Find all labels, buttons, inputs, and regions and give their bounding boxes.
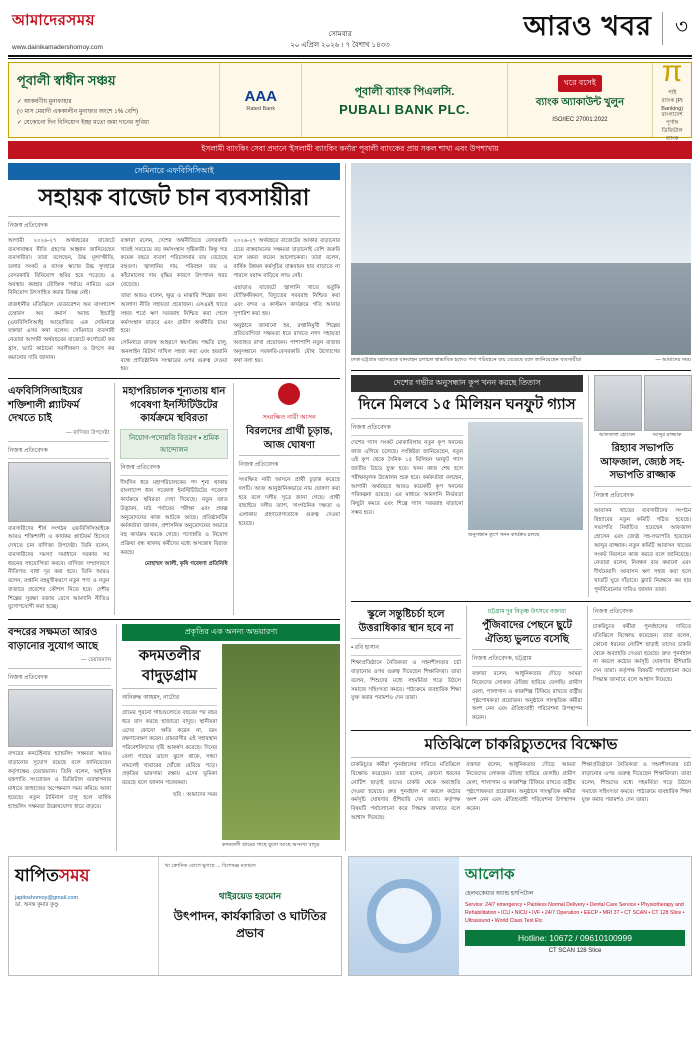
lead-para-4: তারা আরও বলেন, ক্ষুদ্র ও মাঝারি শিল্পের জন্য আলাদা নীতি সহায়তা প্রয়োজন। এসএমই খাতে সহজ শর্তে ঋণ সরবরাহ নিশ্চিত করা গেলে কর্মসংস্থান বাড়বে এবং গ্রামীণ অর্থনীতি চাঙা হবে। xyxy=(120,293,228,335)
rehab-byline: নিজস্ব প্রতিবেদক xyxy=(594,490,691,504)
ad-bullet-2: (৩ মাস মেয়াদী এককালীন মুনাফার অংশে ১% বেশি) xyxy=(17,109,139,116)
alok-brand xyxy=(465,863,685,899)
lead-para-6: ২০২৬-২৭ অর্থবছরে বাজেটের আকার বাড়ানোর চেয়ে বাস্তবায়নের সক্ষমতা বাড়ানোই বেশি জরুরি বলে মন্তব্য করেন আলোচকরা। তারা বলেন, বার্ষিক উন্নয়ন কর্মসূচির বাস্তবায়ন হার বাড়াতে না পারলে বরাদ্দ বাড়িয়ে লাভ নেই। xyxy=(233,237,340,279)
lead-photo-caption xyxy=(351,355,691,366)
story-rice-institute xyxy=(120,383,227,615)
bank-name-en: PUBALI BANK PLC. xyxy=(339,102,470,117)
gas-photo xyxy=(468,422,583,530)
website-url: www.dainikamadershomoy.com xyxy=(12,44,103,51)
secondary-stories-row xyxy=(8,383,340,615)
feature-body xyxy=(122,709,217,800)
story-school xyxy=(351,606,461,726)
lead-para-3: বক্তারা বলেন, দেশের অর্থনীতিতে বেসরকারি খাতই সবচেয়ে বড় কর্মসংস্থান সৃষ্টিকারী। কিন্তু গত কয়েক বছরে ব্যবসা পরিচালনার ব্যয় বেড়েছে বহুগুণ। জ্বালানির দাম, পরিবহন ব্যয় ও কাঁচামালের দাম বৃদ্ধির কারণে উৎপাদন খরচ বেড়েছে। xyxy=(120,237,228,288)
lead-kicker: সেমিনারে এফবিসিসিআই xyxy=(8,163,340,180)
caption-credit: — আমাদের সময় xyxy=(655,357,691,363)
caption-text: ঢাকা-চট্টগ্রাম মহাসড়কে যানবাহন চলাচল স্বাভাবিক হলেও পণ্য পরিবহনে ব্যয় বেড়েছে বলে জানিয়েছেন ব্যবসায়ীরা xyxy=(351,357,582,363)
divider xyxy=(8,216,340,217)
lead-headline: সহায়ক বাজেট চান ব্যবসায়ীরা xyxy=(38,184,310,210)
rating-label: Rated Bank xyxy=(246,105,276,112)
feature-row xyxy=(8,624,340,851)
story-byline: নিজস্ব প্রতিবেদক xyxy=(120,462,227,476)
protest-body xyxy=(351,761,691,822)
gas-kicker: দেশের গভীর অনুসন্ধান কূপ খনন করছে তিতাস xyxy=(351,375,583,392)
hotline-label: Hotline: xyxy=(518,932,547,943)
capital-headline: পুঁজিবাদের পেছনে ছুটে ঐতিহ্য ভুলতে বসেছি xyxy=(482,620,572,645)
section-title: আরও খবর xyxy=(523,11,652,41)
lead-byline: নিজস্ব প্রতিবেদক xyxy=(8,220,340,234)
capital-kicker: চট্টগ্রাম দুর বিতৃষ্ণ উৎসবে বক্তারা xyxy=(487,609,567,616)
divider xyxy=(351,601,691,602)
story-body xyxy=(120,479,227,570)
capital-body xyxy=(472,670,582,723)
ad-bank-logo xyxy=(302,63,507,137)
lead-para-1: আগামী ২০২৬-২৭ অর্থবছরের বাজেটে ব্যবসাবান্ধব নীতি গ্রহণের আহ্বান জানিয়েছেন ব্যবসায়ীরা। তারা বলেছেন, উচ্চ মূল্যস্ফীতি, ডলার সংকট ও ব্যাংক ঋণের উচ্চ সুদহারে বেসরকারি বিনিয়োগ স্থবির হয়ে পড়েছে। এ অবস্থায় করহার যৌক্তিক পর্যায়ে নামিয়ে এনে বিনিয়োগ উৎসাহিত করার বিকল্প নেই। xyxy=(8,237,115,297)
ad-japito-brand xyxy=(9,857,159,975)
protest-body-top xyxy=(593,623,691,684)
story-gas xyxy=(351,375,583,597)
story-byline: নিজস্ব প্রতিবেদক xyxy=(8,672,111,686)
protest-text-2: চাকরিচ্যুত কর্মীরা পুনর্বহালের দাবিতে মতিঝিলে বিক্ষোভ করেছেন। তারা বলেন, কোনো ধরনের নোটিশ ছাড়াই তাদের চাকরি থেকে অব্যাহতি দেওয়া হয়েছে। দ্রুত পুনর্বহাল না করলে কঠোর কর্মসূচি ঘোষণার হুঁশিয়ারি দেন তারা। কর্তৃপক্ষ বিষয়টি পর্যালোচনা করে সিদ্ধান্ত জানাবে বলে আশ্বাস দিয়েছে। xyxy=(351,762,461,821)
publication-logo: আমাদেরসময় xyxy=(12,12,95,29)
masthead-date xyxy=(252,30,428,51)
school-body xyxy=(351,659,461,703)
protest-text-3: বক্তারা বলেন, আধুনিকতার দৌড়ে আমরা নিজেদের লোকজ ঐতিহ্য হারিয়ে ফেলছি। গ্রামীণ মেলা, পালাগান ও কারুশিল্প টিকিয়ে রাখতে রাষ্ট্রীয় পৃষ্ঠপোষকতা প্রয়োজন। অনুষ্ঠানে সাংস্কৃতিক কর্মীরা অংশ নেন এবং ঐতিহ্যবাহী পরিবেশনা উপস্থাপন করেন। xyxy=(466,762,576,813)
story-fbcci-platform xyxy=(8,383,109,615)
story-kicker: নিয়োগ-পদোন্নতি বিতরণ ▪ শ্রমিক আন্দোলন xyxy=(120,429,227,459)
lead-para-8: অনুষ্ঠানে জানানো হয়, রপ্তানিমুখী শিল্পের প্রতিযোগিতা সক্ষমতা ধরে রাখতে নগদ সহায়তা অব্যাহত রাখা প্রয়োজন। পাশাপাশি নতুন বাজার অনুসন্ধানে সরকারি-বেসরকারি যৌথ উদ্যোগের কথা বলা হয়। xyxy=(233,322,340,364)
divider xyxy=(8,668,111,669)
ct-scanner-image xyxy=(349,857,459,975)
ad-rating-badge xyxy=(220,63,302,137)
iso-certificate: ISO/IEC 27001:2022 xyxy=(552,117,608,124)
masthead-rule-thin xyxy=(8,58,692,59)
japito-note: থা ক্রোনিক রোগে ভুগছে ... বিশেষজ্ঞ মতামত xyxy=(165,863,256,870)
ad-pi-banking xyxy=(653,54,691,142)
ad-account-open[interactable] xyxy=(508,63,654,137)
story-text: সংরক্ষিত নারী আসনে প্রার্থী চূড়ান্ত করেছে দলটি। আজ আনুষ্ঠানিকভাবে নাম ঘোষণা করা হবে বলে দলীয় সূত্রে জানা গেছে। প্রার্থী বাছাইয়ে দলীয় ত্যাগ, সাংগঠনিক দক্ষতা ও এলাকায় গ্রহণযোগ্যতাকে গুরুত্ব দেওয়া হয়েছে। xyxy=(238,477,340,527)
main-separator xyxy=(345,163,346,851)
japito-topic: উৎপাদন, কার্যকারিতা ও ঘাটতির প্রভাব xyxy=(173,909,327,941)
masthead xyxy=(8,0,692,53)
school-byline: ▪ রবি হাসান xyxy=(351,642,461,656)
story-rehab xyxy=(594,375,691,597)
story-headline: বন্দরের সক্ষমতা আরও বাড়ানোর সুযোগ আছে xyxy=(8,627,99,652)
portrait-name: আব্দুর রাজ্জাক xyxy=(652,432,682,439)
protest-byline: নিজস্ব প্রতিবেদক xyxy=(593,606,691,620)
masthead-rule xyxy=(8,55,692,57)
rating-value: AAA xyxy=(244,87,277,105)
divider xyxy=(8,378,340,379)
japito-email[interactable]: japitoshomoy@gmail.com xyxy=(15,895,79,902)
alok-brand-sub: হেলথকেয়ার অ্যান্ড হসপিটাল xyxy=(465,891,534,898)
feature-credit: ছবি : আমাদের সময় xyxy=(173,791,218,798)
school-headline: স্কুলে সন্তুষ্টিচর্চা হলে উত্তরাধিকার স্থান হবে না xyxy=(358,609,454,634)
gas-text: দেশের গ্যাস সংকট মোকাবিলায় নতুন কূপ খননের কাজ এগিয়ে চলেছে। সংশ্লিষ্টরা জানিয়েছেন, নতুন এই কূপ থেকে দৈনিক ১৫ মিলিয়ন ঘনফুট গ্যাস জাতীয় গ্রিডে যুক্ত হবে। খনন কাজ শেষ হলে পরীক্ষামূলক উত্তোলন শুরু হবে। কর্মকর্তারা বলছেন, আগামী অর্থবছরে আরও কয়েকটি কূপ খননের পরিকল্পনা রয়েছে। এর মাধ্যমে আমদানি নির্ভরতা কিছুটা কমবে এবং শিল্পে গ্যাস সরবরাহ বাড়ানো সম্ভব হবে। xyxy=(351,439,463,516)
gas-story-row xyxy=(351,375,691,597)
story-capital xyxy=(472,606,582,726)
date-day: সোমবার xyxy=(328,31,352,38)
masthead-right xyxy=(428,6,688,51)
divider xyxy=(351,638,461,639)
story-port-capacity xyxy=(8,624,111,851)
top-advertisement[interactable] xyxy=(8,54,692,142)
ad-strip-banner: ইসলামী ব্যাংকিং সেবা প্রদানে 'ইসলামী ব্যাংকিং কর্নার' পূবালী ব্যাংকের প্রায় সকল শাখা এবং উপশাখায় xyxy=(8,141,692,159)
story-byline: নিজস্ব প্রতিবেদক xyxy=(239,459,340,473)
story-headline: বিরলদের প্রার্থী চূড়ান্ত, আজ ঘোষণা xyxy=(246,426,333,451)
story-women-seats xyxy=(239,383,340,615)
ct-caption: CT SCAN 128 Slice xyxy=(548,947,602,954)
lead-para-2: রাজধানীর মতিঝিলে ফেডারেশন অব বাংলাদেশ চেম্বারস অব কমার্স অ্যান্ড ইন্ডাস্ট্রি (এফবিসিসিআই) আয়োজিত এক সেমিনারে বক্তারা এসব কথা বলেন। সেমিনারে ব্যবসায়ী নেতারা আগামী অর্থবছরের বাজেটে কর্পোরেট কর হ্রাস, ভ্যাট কাঠামো সরলীকরণ ও উৎসে কর কমানোর দাবি জানান। xyxy=(8,302,115,361)
story-sign: মোহাম্মদ আলী, কৃষি গবেষণা প্রতিনিধি xyxy=(144,561,228,568)
story-headline: এফবিসিসিআইয়ের শক্তিশালী প্ল্যাটফর্ম দেখতে চাই xyxy=(8,386,83,424)
portrait-photo xyxy=(8,689,113,747)
ct-ring-icon xyxy=(367,879,441,953)
divider xyxy=(351,730,691,731)
protest-text-4: শিক্ষাপ্রতিষ্ঠানে নৈতিকতা ও সহনশীলতার চর্চা বাড়ানোর ওপর গুরুত্ব দিয়েছেন শিক্ষাবিদরা। তারা বলেন, শিশুদের মধ্যে সহমর্মিতা গড়ে উঠলে সমাজে সহিংসতা কমবে। পাঠ্যক্রমে ব্যবহারিক শিক্ষা যুক্ত করার পরামর্শও দেন তারা। xyxy=(581,762,691,804)
lower-right-row xyxy=(351,606,691,726)
ad-japito-topic xyxy=(159,857,341,975)
column-separator xyxy=(587,606,588,726)
main-columns xyxy=(8,163,692,851)
capital-text: বক্তারা বলেন, আধুনিকতার দৌড়ে আমরা নিজেদের লোকজ ঐতিহ্য হারিয়ে ফেলছি। গ্রামীণ মেলা, পালাগান ও কারুশিল্প টিকিয়ে রাখতে রাষ্ট্রীয় পৃষ্ঠপোষকতা প্রয়োজন। অনুষ্ঠানে সাংস্কৃতিক কর্মীরা অংশ নেন এবং ঐতিহ্যবাহী পরিবেশনা উপস্থাপন করেন। xyxy=(472,671,582,722)
rehab-body xyxy=(594,507,691,595)
rehab-headline: রিহ্যাব সভাপতি আফজাল, জ্যেষ্ঠ সহ-সভাপতি রাজ্জাক xyxy=(600,443,685,482)
story-body xyxy=(239,476,340,529)
divider xyxy=(351,418,583,419)
ad-japito-shomoy[interactable] xyxy=(8,856,342,976)
japito-topic-kicker: থাইরয়েড হরমোন xyxy=(218,891,282,902)
date-full: ২০ এপ্রিল ২০২৬ । ৭ বৈশাখ ১৪৩৩ xyxy=(290,41,390,49)
lead-photo xyxy=(351,163,691,355)
feature-headline: কদমতলীর বাদুড়গ্রাম xyxy=(138,647,201,684)
feature-byline: অনিরুদ্ধ আহমদ, নাটোর xyxy=(122,692,217,706)
divider xyxy=(594,486,691,487)
capital-byline: নিজস্ব প্রতিবেদক, চট্টগ্রাম xyxy=(472,653,582,667)
column-separator xyxy=(588,375,589,597)
divider xyxy=(351,757,691,758)
rehab-text: আবাসন খাতের ব্যবসায়ীদের সংগঠন রিহ্যাবের নতুন কমিটি গঠিত হয়েছে। সভাপতি নির্বাচিত হয়েছেন আফজাল হোসেন এবং জ্যেষ্ঠ সহ-সভাপতি হয়েছেন আব্দুর রাজ্জাক। নতুন কমিটি আবাসন খাতের সংকট নিরসনে কাজ করবে বলে জানিয়েছে। নেতারা বলেন, নিবন্ধন ব্যয় কমানো এবং দীর্ঘমেয়াদি আবাসন ঋণ সহজ করা হলে খাতটি ঘুরে দাঁড়াবে। ফ্ল্যাট নিবন্ধনে কর হার পুনর্বিবেচনার দাবিও জানান তারা। xyxy=(594,507,691,593)
ad-savings-title: পূবালী স্বাধীন সঞ্চয় xyxy=(17,72,116,88)
lead-para-7: এছাড়াও বাজেটে জ্বালানি খাতে ভর্তুকি যৌক্তিকীকরণ, বিদ্যুতের সরবরাহ নিশ্চিত করা এবং বন্দর ও কাস্টমস কার্যক্রমে গতি আনার সুপারিশ করা হয়। xyxy=(233,284,340,317)
portrait-photo xyxy=(8,462,111,522)
home-title: ব্যাংক অ্যাকাউন্ট খুলুন xyxy=(535,97,625,109)
story-kicker: সংরক্ষিত নারী আসন xyxy=(262,414,316,421)
portrait-pair xyxy=(594,375,691,440)
column-separator xyxy=(114,383,115,615)
story-byline: নিজস্ব প্রতিবেদক xyxy=(8,445,109,459)
gas-byline: নিজস্ব প্রতিবেদক xyxy=(351,422,463,436)
story-body xyxy=(8,750,111,811)
feature-text: গ্রামের পুরনো গাছগুলোতে বছরের পর বছর ধরে বাস করছে হাজারো বাদুড়। স্থানীয়রা এদের কোনো ক্ষতি করেন না, বরং রক্ষণাবেক্ষণ করেন। গ্রামবাসীর এই সহাবস্থান পরিবেশবিদদের দৃষ্টি আকর্ষণ করেছে। দিনের বেলা গাছের ডালে ঝুলে থাকে, সন্ধ্যা নামলেই খাবারের খোঁজে বেরিয়ে পড়ে। প্রকৃতির ভারসাম্য রক্ষায় এদের ভূমিকা রয়েছে বলে জানান গবেষকরা। xyxy=(122,710,218,786)
school-text: শিক্ষাপ্রতিষ্ঠানে নৈতিকতা ও সহনশীলতার চর্চা বাড়ানোর ওপর গুরুত্ব দিয়েছেন শিক্ষাবিদরা। তারা বলেন, শিশুদের মধ্যে সহমর্মিতা গড়ে উঠলে সমাজে সহিংসতা কমবে। পাঠ্যক্রমে ব্যবহারিক শিক্ষা যুক্ত করার পরামর্শও দেন তারা। xyxy=(351,660,461,702)
japito-title-part1: যাপিত xyxy=(15,866,59,886)
japito-title-part2: সময় xyxy=(58,866,90,886)
home-badge: ঘরে বসেই xyxy=(558,75,602,92)
alok-hotline[interactable] xyxy=(465,930,685,946)
ad-bullet-3: ✓ যেকোনো দিন বিনিয়োগ ইচ্ছা মতো জমা দানের সুবিধা xyxy=(17,119,150,126)
lead-body xyxy=(8,237,340,374)
ad-alok-healthcare[interactable] xyxy=(348,856,692,976)
column-separator xyxy=(466,606,467,726)
story-text: ব্যবসায়ীদের শীর্ষ সংগঠন এফবিসিসিআইকে আরও শক্তিশালী ও কার্যকর প্ল্যাটফর্ম হিসেবে দেখতে চান বাণিজ্য উপদেষ্টা। তিনি বলেন, ব্যবসায়ীদের সমস্যা সমাধানে সরকার সব ধরনের সহযোগিতা করবে। বাণিজ্য সম্প্রসারণে নীতিগত বাধা দূর করা হবে। তিনি আরও বলেন, রপ্তানি বহুমুখীকরণে নতুন পণ্য ও নতুন বাজারে প্রবেশের কৌশল নিতে হবে। দেশীয় শিল্পের সুরক্ষা বজায় রেখে আমদানি নীতিও যুগোপযোগী করা হচ্ছে। xyxy=(8,525,110,611)
portrait-photo xyxy=(594,375,642,431)
protest-text: চাকরিচ্যুত কর্মীরা পুনর্বহালের দাবিতে মতিঝিলে বিক্ষোভ করেছেন। তারা বলেন, কোনো ধরনের নোটিশ ছাড়াই তাদের চাকরি থেকে অব্যাহতি দেওয়া হয়েছে। দ্রুত পুনর্বহাল না করলে কঠোর কর্মসূচি ঘোষণার হুঁশিয়ারি দেন তারা। কর্তৃপক্ষ বিষয়টি পর্যালোচনা করে সিদ্ধান্ত জানাবে বলে আশ্বাস দিয়েছে। xyxy=(593,624,691,683)
story-text: দীর্ঘদিন ধরে মহাপরিচালকের পদ শূন্য থাকায় বাংলাদেশ ধান গবেষণা ইনস্টিটিউটের গবেষণা কার্যক্রমে স্থবিরতা দেখা দিয়েছে। নতুন জাত উদ্ভাবন, মাঠ পর্যায়ের পরীক্ষা এবং প্রকল্প অনুমোদনের কাজ আটকে আছে। প্রতিষ্ঠানটির কর্মকর্তারা জানান, প্রশাসনিক অনুমোদনের অভাবে বহু কার্যক্রম থমকে গেছে। পদোন্নতি ও নিয়োগ প্রক্রিয়া বন্ধ থাকায় কর্মীদের মধ্যে অসন্তোষ বিরাজ করছে। xyxy=(120,479,228,556)
divider xyxy=(472,649,582,650)
japito-title xyxy=(15,863,152,891)
feature-photo-caption: কদমতলী গ্রামের গাছে ঝুলে আছে অসংখ্য বাদুড় xyxy=(222,842,320,848)
portrait-name: আফজাল হোসেন xyxy=(598,432,636,439)
divider xyxy=(122,688,217,689)
alok-services: Service: 24/7 emergency • Painless Normal Delivery • Dental Care Service • Physiotherapy and Rehabilitation • ICU • NICU • IVF • 24/7 Operation • EECP • MRI 3T • CT SCAN • CT 128 Slice • Ultrasound • World Class Test Etc xyxy=(465,902,685,924)
ad-savings-scheme xyxy=(9,63,220,137)
story-bat-village xyxy=(122,624,340,851)
divider xyxy=(8,619,340,620)
seal-icon xyxy=(239,383,340,410)
ad-bullet-1: ✓ আকর্ষণীয় মুনাফাহার xyxy=(17,98,72,105)
alok-brand-name: আলোক xyxy=(465,866,515,884)
gas-body xyxy=(351,439,463,518)
story-text: বন্দরের কনটেইনার হ্যান্ডলিং সক্ষমতা আরও বাড়ানোর সুযোগ রয়েছে বলে জানিয়েছেন কর্তৃপক্ষের চেয়ারম্যান। তিনি বলেন, আধুনিক যন্ত্রপাতি সংযোজন ও ডিজিটাল ব্যবস্থাপনার মাধ্যমে জাহাজের অপেক্ষমাণ সময় কমিয়ে আনা হয়েছে। নতুন টার্মিনাল চালু হলে বার্ষিক হ্যান্ডলিং সক্ষমতা উল্লেখযোগ্য হারে বাড়বে। xyxy=(8,751,112,810)
gas-photo-caption: অনুসন্ধান কূপে খনন কার্যক্রম চলছে xyxy=(468,531,540,538)
divider xyxy=(351,370,691,371)
divider xyxy=(8,441,109,442)
japito-doctor: ডা. অনন্ত কুমার কুণ্ডু xyxy=(15,902,59,909)
story-protest xyxy=(593,606,691,726)
bank-name-bn: পূবালী ব্যাংক পিএলসি. xyxy=(354,86,455,98)
left-column xyxy=(8,163,340,851)
pi-subtitle: পাই ব্যাংক (PI Banking) বাংলাদেশ পূর্ণাঙ্গ ডিজিটাল ব্যাংক xyxy=(661,89,684,142)
column-separator xyxy=(116,624,117,851)
column-separator xyxy=(233,383,234,615)
feature-photo xyxy=(222,644,340,840)
right-column xyxy=(351,163,691,851)
bottom-advertisements xyxy=(8,856,692,976)
gas-headline: দিনে মিলবে ১৫ মিলিয়ন ঘনফুট গ্যাস xyxy=(358,396,576,414)
feature-kicker: প্রকৃতির এক অনন্য অভয়ারণ্য xyxy=(122,624,340,641)
portrait-photo xyxy=(644,375,692,431)
pi-symbol-icon: π xyxy=(661,54,683,88)
hotline-number: 10672 / 09610100999 xyxy=(549,932,632,943)
page-number: ৩ xyxy=(662,12,688,45)
protest-headline: মতিঝিলে চাকরিচ্যুতদের বিক্ষোভ xyxy=(424,735,618,753)
story-attribution: — চেয়ারম্যান xyxy=(80,657,112,663)
ad-alok-text xyxy=(459,857,691,975)
story-body xyxy=(8,525,109,613)
masthead-left xyxy=(12,9,252,51)
story-headline: মহাপরিচালক শূন্যতায় ধান গবেষণা ইনস্টিটিউটের কার্যক্রমে স্থবিরতা xyxy=(122,386,226,424)
story-attribution: — বাণিজ্য উপদেষ্টা xyxy=(66,429,110,436)
divider xyxy=(239,455,340,456)
lead-para-5: সেমিনারে রাজস্ব আহরণে স্বয়ংক্রিয় পদ্ধতি চালু, অনলাইন রিটার্ন দাখিল সহজ করা এবং হয়রানি বন্ধে প্রাতিষ্ঠানিক সংস্কারের ওপর গুরুত্ব দেওয়া হয়। xyxy=(120,340,228,373)
